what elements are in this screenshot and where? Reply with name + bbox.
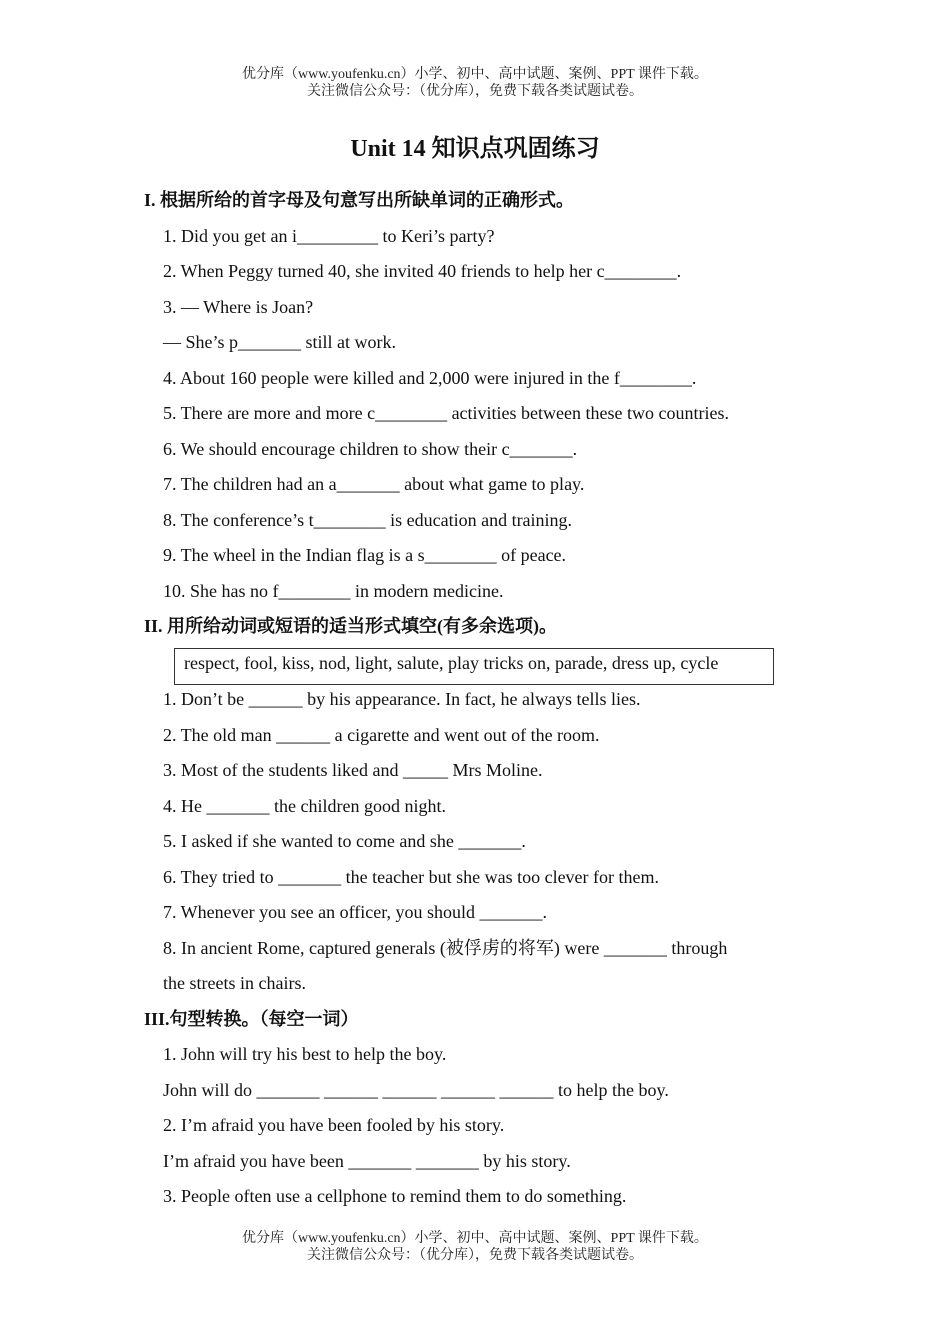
section-1-item: 6. We should encourage children to show their c_______. [163,439,578,459]
section-2-item: the streets in chairs. [163,973,306,993]
section-1-item: 2. When Peggy turned 40, she invited 40 friends to help her c________. [163,261,682,281]
section-1-item: 7. The children had an a_______ about what game to play. [163,474,585,494]
section-1-item: 4. About 160 people were killed and 2,000 were injured in the f________. [163,368,697,388]
section-3-item: John will do _______ ______ ______ ______ ______ to help the boy. [163,1080,669,1100]
section-1-item: 5. There are more and more c________ activities between these two countries. [163,403,729,423]
section-1-heading: I. 根据所给的首字母及句意写出所缺单词的正确形式。 [144,190,575,210]
section-1-item: 8. The conference’s t________ is education and training. [163,510,573,530]
section-2-item: 8. In ancient Rome, captured generals (被俘虏的将军) were _______ through [163,938,728,958]
header-line-2: 关注微信公众号：（优分库），免费下载各类试题试卷。 [307,84,643,99]
section-3-heading: III.句型转换。（每空一词） [144,1009,359,1029]
section-2-item: 4. He _______ the children good night. [163,796,446,816]
section-1-item: — She’s p_______ still at work. [163,332,396,352]
footer-line-2: 关注微信公众号：（优分库），免费下载各类试题试卷。 [307,1248,643,1263]
page-footer [0,1230,950,1264]
section-2-item: 6. They tried to _______ the teacher but she was too clever for them. [163,867,660,887]
section-2-item: 1. Don’t be ______ by his appearance. In fact, he always tells lies. [163,689,641,709]
section-2-item: 5. I asked if she wanted to come and she _______. [163,831,526,851]
section-3-item: 2. I’m afraid you have been fooled by his story. [163,1115,505,1135]
section-2-item: 7. Whenever you see an officer, you should _______. [163,902,548,922]
section-1-item: 1. Did you get an i_________ to Keri’s party? [163,226,495,246]
page-header [0,66,950,100]
section-1-item: 3. — Where is Joan? [163,297,314,317]
word-bank-box: respect, fool, kiss, nod, light, salute, play tricks on, parade, dress up, cycle [174,648,774,685]
section-2-item: 2. The old man ______ a cigarette and went out of the room. [163,725,600,745]
section-3-item: 3. People often use a cellphone to remind them to do something. [163,1186,627,1206]
footer-line-1: 优分库（www.youfenku.cn）小学、初中、高中试题、案例、PPT 课件下载。 [242,1231,708,1246]
section-1-item: 9. The wheel in the Indian flag is a s________ of peace. [163,545,567,565]
section-2-heading: II. 用所给动词或短语的适当形式填空(有多余选项)。 [144,616,557,636]
section-3-item: 1. John will try his best to help the boy. [163,1044,447,1064]
section-2-item: 3. Most of the students liked and _____ Mrs Moline. [163,760,543,780]
header-line-1: 优分库（www.youfenku.cn）小学、初中、高中试题、案例、PPT 课件下载。 [242,67,708,82]
section-3-item: I’m afraid you have been _______ _______ by his story. [163,1151,571,1171]
page-title: Unit 14 知识点巩固练习 [350,136,600,162]
section-1-item: 10. She has no f________ in modern medicine. [163,581,504,601]
